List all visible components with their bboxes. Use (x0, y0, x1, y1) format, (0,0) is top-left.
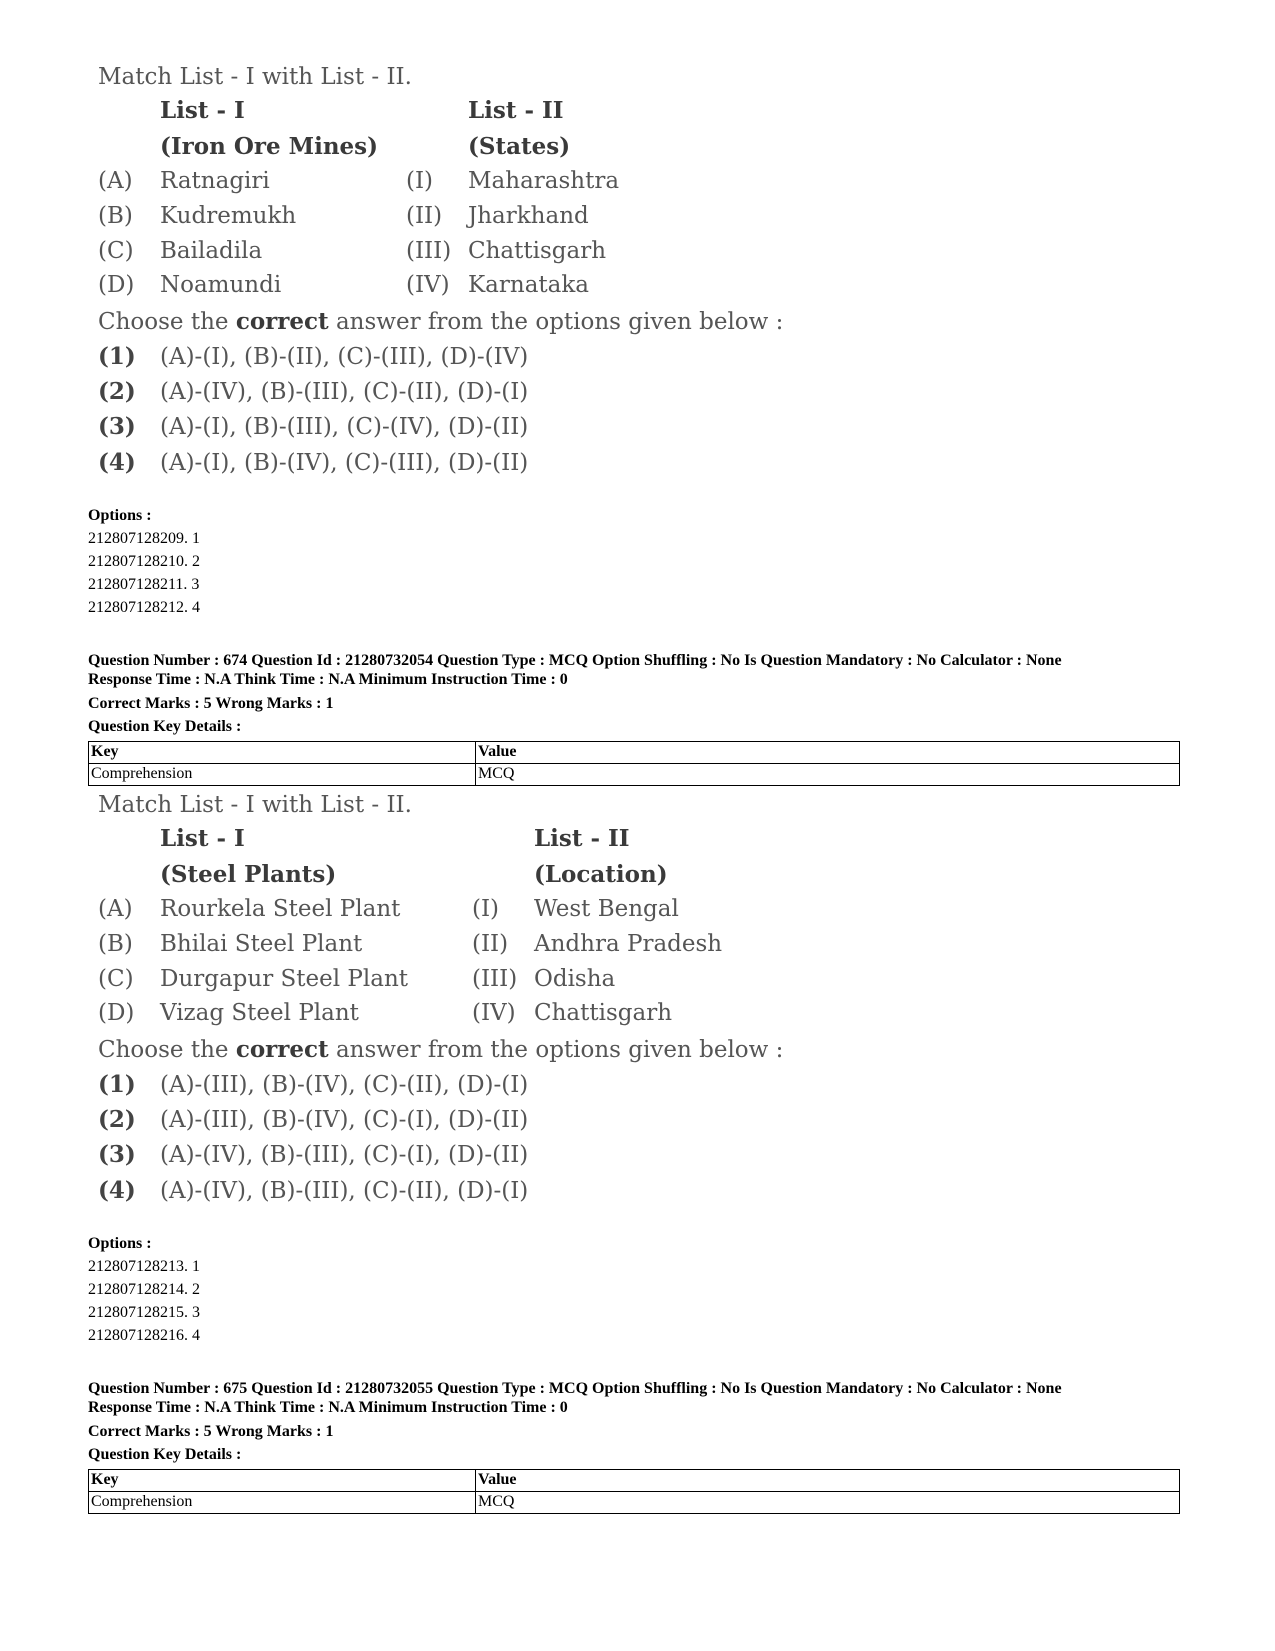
list1-subheader: (Iron Ore Mines) (160, 133, 379, 160)
list2-subheader: (Location) (534, 861, 668, 888)
question-timing: Response Time : N.A Think Time : N.A Minimum Instruction Time : 0 (88, 1399, 568, 1416)
question-673-image: Match List - I with List - II. List - I List - II (Iron Ore Mines) (States) (A) Ratnagiri (I) Maharashtra (B) Kudremukh (II) Jharkhand (C) Bailadila (III) Chattisgarh (D) Noamundi (IV) Karnataka Choose the correct answer from the options given below : (1) (A)-(I), (B)-(II), (C)-(III), (D)-(IV) (2) (A)-(IV), (B)-(III), (C)-(II), (D)-(I) (3) (A)-(I), (B)-(III), (C)-(IV), (D)-(II) (4) (A)-(I), (B)-(IV), (C)-(III), (D)-(II) (98, 64, 784, 476)
question-meta: Question Number : 675 Question Id : 21280732055 Question Type : MCQ Option Shuffling : No Is Question Mandatory : No Calculator : None (88, 1380, 1062, 1397)
option-item: 212807128214. 2 (88, 1281, 200, 1298)
table-row (89, 764, 1180, 786)
option-item: 212807128212. 4 (88, 599, 200, 616)
options-label: Options : (88, 507, 152, 524)
list2-header: List - II (534, 825, 630, 852)
table-header-row (89, 742, 1180, 764)
option-item: 212807128209. 1 (88, 530, 200, 547)
list1-header: List - I (160, 97, 245, 124)
table-cell-value: MCQ (476, 1492, 1180, 1514)
list1-subheader: (Steel Plants) (160, 861, 337, 888)
question-marks: Correct Marks : 5 Wrong Marks : 1 (88, 695, 334, 712)
table-row (89, 1492, 1180, 1514)
question-timing: Response Time : N.A Think Time : N.A Minimum Instruction Time : 0 (88, 671, 568, 688)
table-cell-value: MCQ (476, 764, 1180, 786)
choose-instruction: Choose the correct answer from the options given below : (98, 308, 784, 335)
table-cell-key: Comprehension (89, 764, 476, 786)
list2-header: List - II (468, 97, 564, 124)
table-cell-key: Comprehension (89, 1492, 476, 1514)
option-item: 212807128213. 1 (88, 1258, 200, 1275)
list1-header: List - I (160, 825, 245, 852)
option-item: 212807128210. 2 (88, 553, 200, 570)
table-header-key: Key (89, 1470, 476, 1492)
question-674-image: Match List - I with List - II. List - I List - II (Steel Plants) (Location) (A) Rourkela Steel Plant (I) West Bengal (B) Bhilai Steel Plant (II) Andhra Pradesh (C) Durgapur Steel Plant (III) Odisha (D) Vizag Steel Plant (IV) Chattisgarh Choose the correct answer from the options given below : (1) (A)-(III), (B)-(IV), (C)-(II), (D)-(I) (2) (A)-(III), (B)-(IV), (C)-(I), (D)-(II) (3) (A)-(IV), (B)-(III), (C)-(I), (D)-(II) (4) (A)-(IV), (B)-(III), (C)-(II), (D)-(I) (98, 792, 784, 1204)
option-item: 212807128216. 4 (88, 1327, 200, 1344)
key-details-table (88, 741, 1180, 786)
question-marks: Correct Marks : 5 Wrong Marks : 1 (88, 1423, 334, 1440)
options-label: Options : (88, 1235, 152, 1252)
key-details-label: Question Key Details : (88, 1446, 242, 1463)
table-header-key: Key (89, 742, 476, 764)
key-details-label: Question Key Details : (88, 718, 242, 735)
key-details-table (88, 1469, 1180, 1514)
table-header-value: Value (476, 742, 1180, 764)
match-intro: Match List - I with List - II. (98, 792, 412, 818)
table-header-value: Value (476, 1470, 1180, 1492)
option-item: 212807128215. 3 (88, 1304, 200, 1321)
list2-subheader: (States) (468, 133, 571, 160)
question-meta: Question Number : 674 Question Id : 21280732054 Question Type : MCQ Option Shuffling : No Is Question Mandatory : No Calculator : None (88, 652, 1062, 669)
choose-instruction: Choose the correct answer from the options given below : (98, 1036, 784, 1063)
match-intro: Match List - I with List - II. (98, 64, 412, 90)
option-item: 212807128211. 3 (88, 576, 200, 593)
table-header-row (89, 1470, 1180, 1492)
